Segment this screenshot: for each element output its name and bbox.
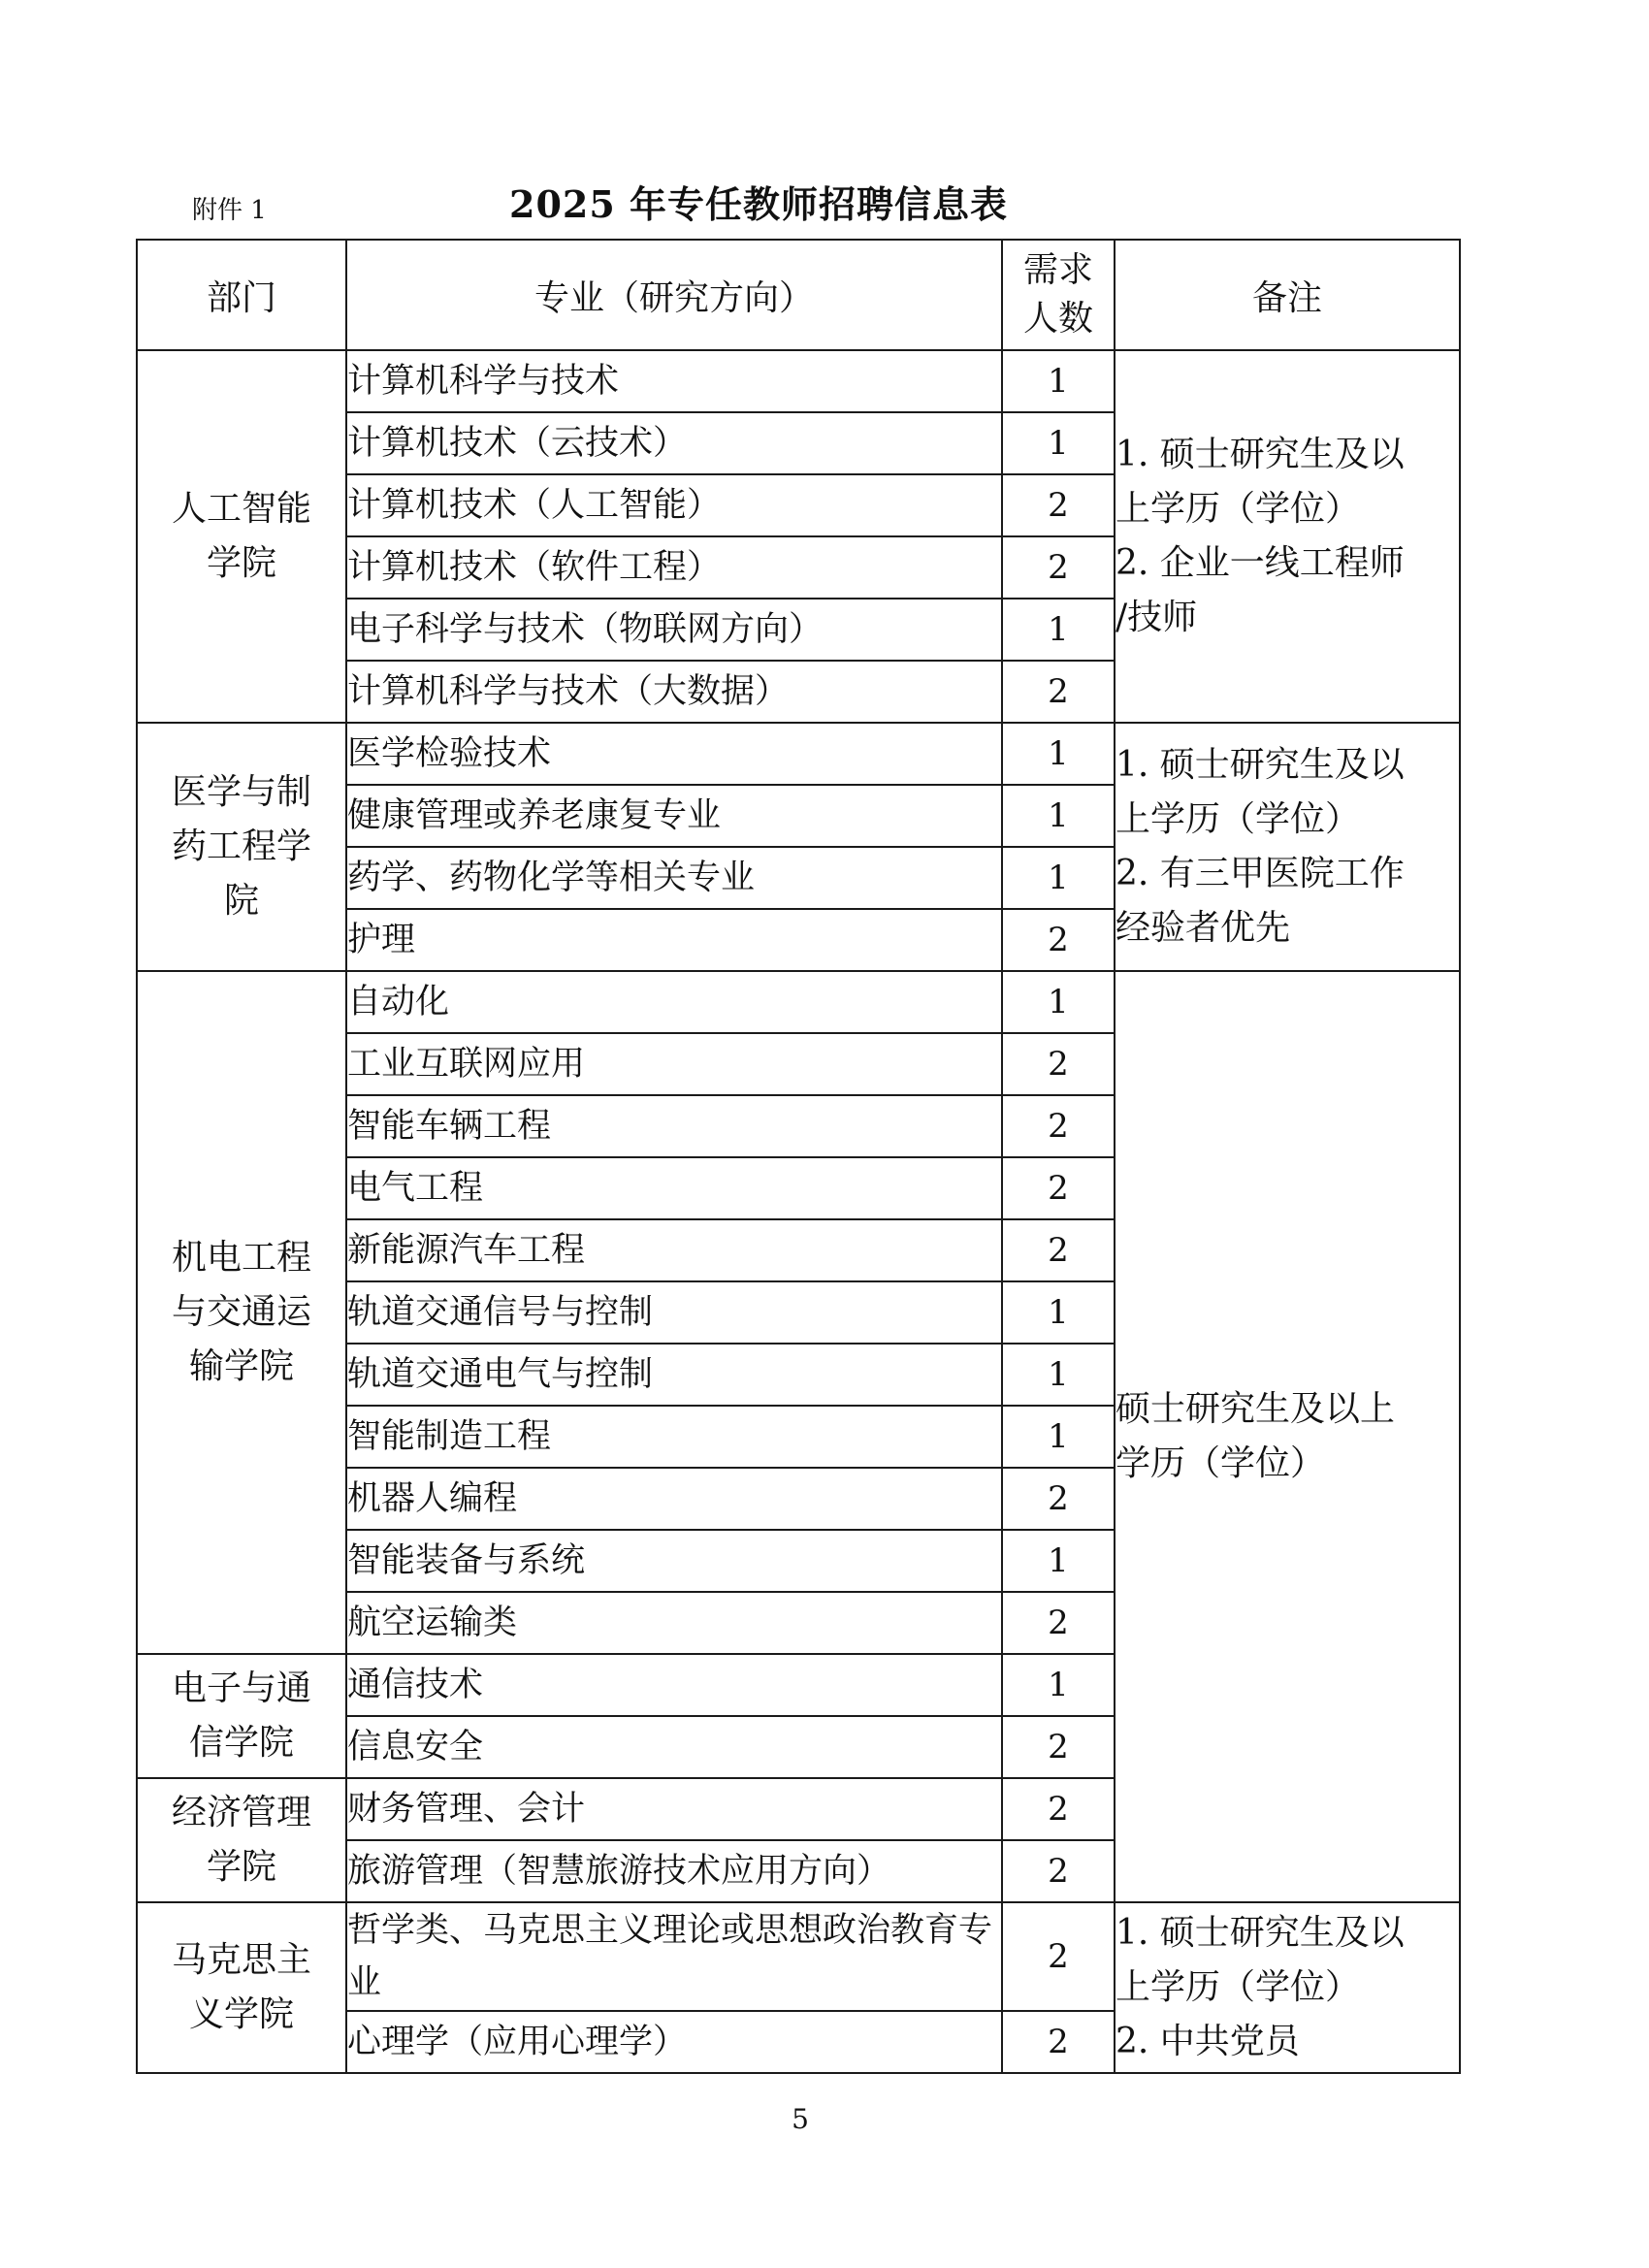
table-row: [137, 1902, 1460, 2011]
header-count-line2: 人数: [1022, 299, 1093, 339]
dept-line: 药工程学: [171, 826, 311, 866]
major-cell: 工业互联网应用: [346, 1033, 1002, 1095]
count-cell: 1: [1002, 785, 1115, 847]
note-line: 硕士研究生及以上: [1116, 1389, 1396, 1429]
dept-line: 经济管理: [171, 1793, 311, 1832]
note-line: 1. 硕士研究生及以: [1116, 745, 1405, 785]
count-cell: 2: [1002, 1592, 1115, 1654]
table-row: [137, 723, 1460, 785]
header-count-line1: 需求: [1022, 250, 1093, 290]
major-cell: 轨道交通信号与控制: [346, 1281, 1002, 1344]
count-cell: 2: [1002, 1716, 1115, 1778]
count-cell: 2: [1002, 1033, 1115, 1095]
note-line: 1. 硕士研究生及以: [1116, 435, 1405, 474]
major-cell: 航空运输类: [346, 1592, 1002, 1654]
major-cell: 哲学类、马克思主义理论或思想政治教育专业: [346, 1902, 1002, 2011]
dept-line: 与交通运: [171, 1292, 311, 1332]
count-cell: 1: [1002, 1530, 1115, 1592]
count-cell: 2: [1002, 1468, 1115, 1530]
dept-line: 学院: [206, 543, 276, 583]
table-row: [137, 350, 1460, 412]
major-cell: 智能车辆工程: [346, 1095, 1002, 1157]
count-cell: 1: [1002, 412, 1115, 474]
count-cell: 2: [1002, 1840, 1115, 1902]
dept-line: 输学院: [188, 1346, 294, 1386]
count-cell: 2: [1002, 1902, 1115, 2011]
major-cell: 旅游管理（智慧旅游技术应用方向）: [346, 1840, 1002, 1902]
major-cell: 智能装备与系统: [346, 1530, 1002, 1592]
table-row: [137, 971, 1460, 1033]
dept-cell-elec: [137, 1654, 346, 1778]
major-cell: 自动化: [346, 971, 1002, 1033]
major-cell: 计算机技术（云技术）: [346, 412, 1002, 474]
count-cell: 2: [1002, 1219, 1115, 1281]
dept-cell-econ: [137, 1778, 346, 1902]
major-cell: 信息安全: [346, 1716, 1002, 1778]
major-cell: 护理: [346, 909, 1002, 971]
count-cell: 1: [1002, 350, 1115, 412]
major-cell: 心理学（应用心理学）: [346, 2011, 1002, 2073]
major-cell: 电气工程: [346, 1157, 1002, 1219]
major-cell: 健康管理或养老康复专业: [346, 785, 1002, 847]
dept-cell-ai: [137, 350, 346, 723]
major-cell: 财务管理、会计: [346, 1778, 1002, 1840]
major-cell: 计算机科学与技术: [346, 350, 1002, 412]
note-cell-marx: [1115, 1902, 1460, 2073]
header-major: 专业（研究方向）: [346, 240, 1002, 350]
major-cell: 轨道交通电气与控制: [346, 1344, 1002, 1406]
dept-line: 电子与通: [171, 1669, 311, 1708]
note-cell-shared: [1115, 971, 1460, 1902]
count-cell: 2: [1002, 909, 1115, 971]
count-cell: 1: [1002, 723, 1115, 785]
dept-line: 学院: [206, 1847, 276, 1887]
header-dept: 部门: [137, 240, 346, 350]
note-line: 2. 有三甲医院工作: [1116, 854, 1405, 893]
major-cell: 电子科学与技术（物联网方向）: [346, 599, 1002, 661]
major-cell: 药学、药物化学等相关专业: [346, 847, 1002, 909]
major-cell: 通信技术: [346, 1654, 1002, 1716]
major-cell: 机器人编程: [346, 1468, 1002, 1530]
count-cell: 2: [1002, 1778, 1115, 1840]
major-cell: 新能源汽车工程: [346, 1219, 1002, 1281]
count-cell: 2: [1002, 474, 1115, 536]
count-cell: 2: [1002, 1095, 1115, 1157]
note-line: /技师: [1116, 598, 1198, 637]
note-cell-med: [1115, 723, 1460, 971]
note-line: 2. 中共党员: [1116, 2022, 1300, 2061]
table-header-row: [137, 240, 1460, 350]
header-count: [1002, 240, 1115, 350]
note-cell-ai: [1115, 350, 1460, 723]
major-cell: 计算机科学与技术（大数据）: [346, 661, 1002, 723]
count-cell: 1: [1002, 971, 1115, 1033]
dept-cell-med: [137, 723, 346, 971]
count-cell: 1: [1002, 1406, 1115, 1468]
attachment-label: 附件 1: [192, 196, 267, 225]
header-note: 备注: [1115, 240, 1460, 350]
major-cell: 医学检验技术: [346, 723, 1002, 785]
count-cell: 2: [1002, 661, 1115, 723]
dept-cell-marx: [137, 1902, 346, 2073]
note-line: 2. 企业一线工程师: [1116, 543, 1405, 583]
note-line: 经验者优先: [1116, 908, 1291, 948]
count-cell: 2: [1002, 1157, 1115, 1219]
count-cell: 1: [1002, 599, 1115, 661]
note-line: 上学历（学位）: [1116, 1967, 1361, 2007]
note-line: 上学历（学位）: [1116, 799, 1361, 839]
dept-line: 信学院: [188, 1723, 294, 1763]
dept-line: 机电工程: [171, 1238, 311, 1278]
count-cell: 2: [1002, 536, 1115, 599]
count-cell: 2: [1002, 2011, 1115, 2073]
page-title: 2025 年专任教师招聘信息表: [509, 182, 1008, 226]
dept-line: 院: [223, 881, 259, 921]
major-cell: 计算机技术（软件工程）: [346, 536, 1002, 599]
count-cell: 1: [1002, 1281, 1115, 1344]
dept-line: 人工智能: [171, 489, 311, 529]
count-cell: 1: [1002, 1344, 1115, 1406]
note-line: 1. 硕士研究生及以: [1116, 1913, 1405, 1953]
count-cell: 1: [1002, 1654, 1115, 1716]
page-number: 5: [792, 2103, 809, 2135]
note-line: 学历（学位）: [1116, 1443, 1326, 1483]
major-cell: 计算机技术（人工智能）: [346, 474, 1002, 536]
dept-cell-mech: [137, 971, 346, 1654]
dept-line: 医学与制: [171, 772, 311, 812]
recruitment-table: [136, 239, 1461, 2074]
dept-line: 马克思主: [171, 1940, 311, 1980]
count-cell: 1: [1002, 847, 1115, 909]
note-line: 上学历（学位）: [1116, 489, 1361, 529]
major-cell: 智能制造工程: [346, 1406, 1002, 1468]
dept-line: 义学院: [188, 1994, 294, 2034]
